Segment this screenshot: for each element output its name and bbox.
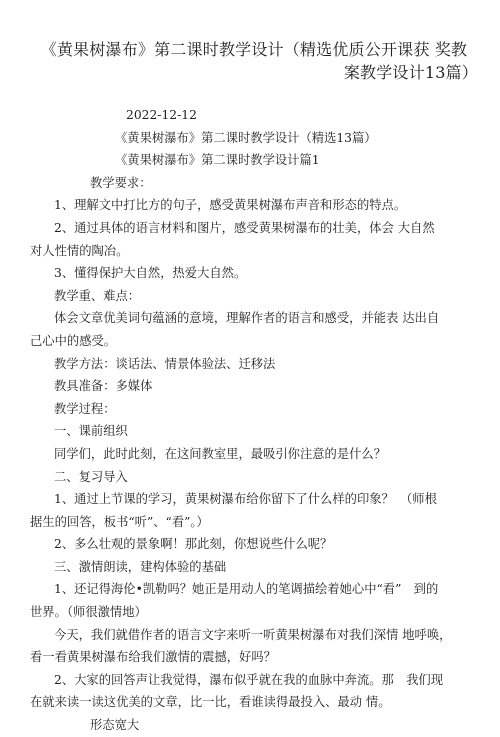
paragraph-line: 教学过程： [54,401,116,416]
paragraph-line: 1、理解文中打比方的句子，感受黄果树瀑布声音和形态的特点。 [54,198,407,213]
title-line-1: 《黄果树瀑布》第二课时教学设计（精选优质公开课获 奖教 [40,40,468,59]
paragraph-line: 今天，我们就借作者的语言文字来听一听黄果树瀑布对我们深情 地呼唤， [54,627,452,642]
paragraph-line: 1、还记得海伦•凯勒吗？她正是用动人的笔调描绘着她心中“看” 到的 [54,582,439,597]
paragraph-line: 在就来读一读这优美的文章，比一比，看谁读得最投入、最动 情。 [30,695,391,710]
paragraph-line: 三、激情朗读，建构体验的基础 [54,559,227,574]
paragraph-line: 教学方法：谈话法、情景体验法、迁移法 [54,356,276,371]
paragraph-line: 体会文章优美词句蕴涵的意境，理解作者的语言和感受，并能表 达出自 [54,311,440,326]
paragraph-line: 看一看黄果树瀑布给我们激情的震撼，好吗？ [30,650,276,665]
paragraph-line: 2、大家的回答声让我觉得，瀑布似乎就在我的血脉中奔流。那 我们现 [54,672,444,687]
date-text: 2022-12-12 [126,108,197,122]
document-title [30,38,478,84]
paragraph-line: 己心中的感受。 [30,333,117,348]
paragraph-line: 教具准备：多媒体 [54,379,153,394]
doc-header-1: 《黄果树瀑布》第二课时教学设计（精选13篇） [115,130,377,145]
paragraph-line: 据生的回答，板书“听”、“看”。） [30,514,209,529]
paragraph-line: 教学要求： [90,175,152,190]
paragraph-line: 对人性情的陶冶。 [30,243,129,258]
doc-header-2: 《黄果树瀑布》第二课时教学设计篇1 [115,153,320,168]
paragraph-line: 3、懂得保护大自然，热爱大自然。 [54,266,247,281]
paragraph-line: 2、通过具体的语言材料和图片，感受黄果树瀑布的壮美，体会 大自然 [54,220,435,235]
paragraph-line: 教学重、难点： [54,288,141,303]
paragraph-line: 1、通过上节课的学习，黄果树瀑布给你留下了什么样的印象？ （师根 [54,492,437,507]
paragraph-line: 世界。（师很激情地） [30,605,147,620]
paragraph-line: 2、多么壮观的景象啊！那此刻，你想说些什么呢？ [54,537,333,552]
paragraph-line: 形态宽大 [90,718,140,733]
paragraph-line: 同学们，此时此刻，在这间教室里，最吸引你注意的是什么？ [54,446,387,461]
title-line-2: 案教学设计13篇） [343,63,478,82]
paragraph-line: 一、课前组织 [54,424,128,439]
paragraph-line: 二、复习导入 [54,469,128,484]
document-body [30,104,478,737]
